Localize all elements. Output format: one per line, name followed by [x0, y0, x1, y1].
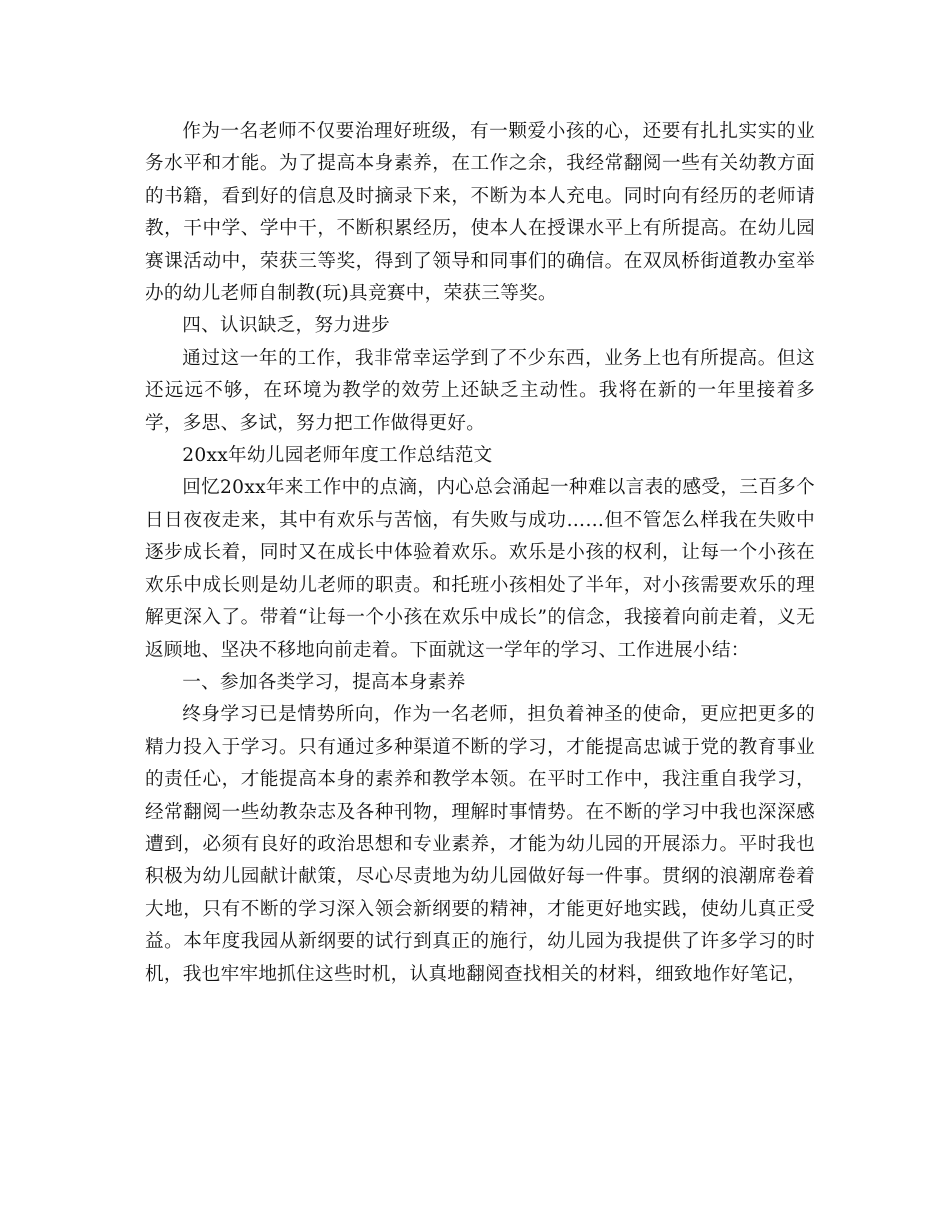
heading-section-one: 一、参加各类学习，提高本身素养: [182, 671, 466, 693]
paragraph-improvement: 通过这一年的工作，我非常幸运学到了不少东西，业务上也有所提高。但这还远远不够，在环境为教学的效劳上还缺乏主动性。我将在新的一年里接着多学，多思、多试，努力把工作做得更好。: [145, 347, 815, 434]
paragraph-teaching-skills: 作为一名老师不仅要治理好班级，有一颗爱小孩的心，还要有扎扎实实的业务水平和才能。为了提高本身素养，在工作之余，我经常翻阅一些有关幼教方面的书籍，看到好的信息及时摘录下来，不断为本人充电。同时向有经历的老师请教，干中学、学中干，不断积累经历，使本人在授课水平上有所提高。在幼儿园赛课活动中，荣获三等奖，得到了领导和同事们的确信。在双凤桥街道教办室举办的幼儿老师自制教(玩)具竞赛中，荣获三等奖。: [145, 121, 815, 305]
document-body: [145, 116, 815, 991]
paragraph-lifelong-learning: 终身学习已是情势所向，作为一名老师，担负着神圣的使命，更应把更多的精力投入于学习。只有通过多种渠道不断的学习，才能提高忠诚于党的教育事业的责任心，才能提高本身的素养和教学本领。在平时工作中，我注重自我学习，经常翻阅一些幼教杂志及各种刊物，理解时事情势。在不断的学习中我也深深感遭到，必须有良好的政治思想和专业素养，才能为幼儿园的开展添力。平时我也积极为幼儿园献计献策，尽心尽责地为幼儿园做好每一件事。贯纲的浪潮席卷着大地，只有不断的学习深入领会新纲要的精神，才能更好地实践，使幼儿真正受益。本年度我园从新纲要的试行到真正的施行，幼儿园为我提供了许多学习的时机，我也牢牢地抓住这些时机，认真地翻阅查找相关的材料，细致地作好笔记，: [145, 704, 815, 985]
paragraph-reflection: 回忆20xx年来工作中的点滴，内心总会涌起一种难以言表的感受，三百多个日日夜夜走来，其中有欢乐与苦恼，有失败与成功……但不管怎么样我在失败中逐步成长着，同时又在成长中体验着欢乐。欢乐是小孩的权利，让每一个小孩在欢乐中成长则是幼儿老师的职责。和托班小孩相处了半年，对小孩需要欢乐的理解更深入了。带着“让每一个小孩在欢乐中成长”的信念，我接着向前走着，义无返顾地、坚决不移地向前走着。下面就这一学年的学习、工作进展小结：: [145, 477, 815, 661]
heading-section-four: 四、认识缺乏，努力进步: [182, 315, 391, 337]
heading-summary-title: 20xx年幼儿园老师年度工作总结范文: [182, 445, 493, 467]
